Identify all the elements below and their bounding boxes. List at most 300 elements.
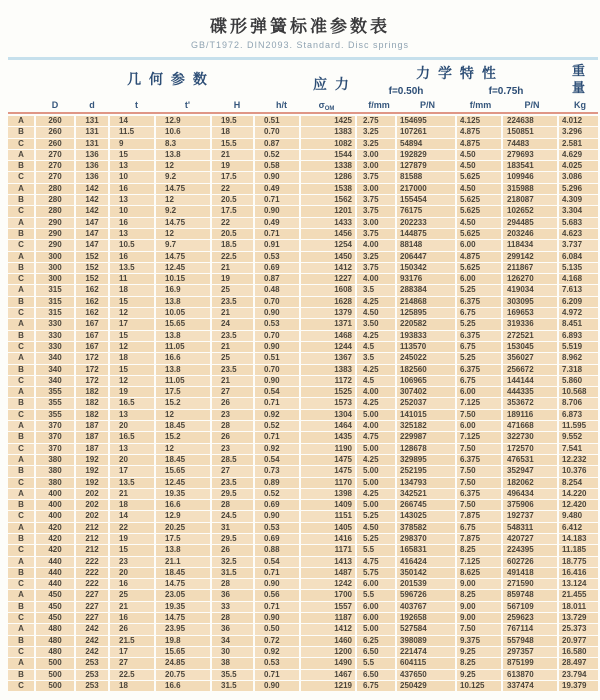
value-cell: 0.91 [255,240,299,250]
value-cell: 322730 [503,432,557,442]
value-cell: 1435 [301,432,355,442]
value-cell: 0.50 [255,624,299,634]
value-cell: 16 [110,579,154,589]
value-cell: 1468 [301,331,355,341]
series-cell: A [8,252,34,262]
value-cell: 16 [110,613,154,623]
value-cell: 319336 [503,319,557,329]
table-row [8,432,598,442]
value-cell: 23.5 [212,297,253,307]
value-cell: 9.375 [457,636,501,646]
value-cell: 471668 [503,421,557,431]
series-cell: A [8,523,34,533]
value-cell: 4.50 [357,308,395,318]
header-f-075h: f=0.75h [488,86,524,97]
value-cell: 1475 [301,455,355,465]
value-cell: 13.8 [156,365,210,375]
value-cell: 0.70 [255,331,299,341]
page-subtitle: GB/T1972. DIN2093. Standard. Disc springs [190,40,410,50]
value-cell: 21 [212,342,253,352]
value-cell: 192829 [397,150,455,160]
value-cell: 13 [110,410,154,420]
value-cell: 13.5 [110,263,154,273]
value-cell: 496434 [503,489,557,499]
table-row [8,511,598,521]
table-row [8,127,598,137]
value-cell: 229987 [397,432,455,442]
value-cell: 222 [76,568,108,578]
value-cell: 4.623 [559,229,598,239]
value-cell: 450 [36,602,74,612]
value-cell: 192 [76,466,108,476]
table-row [8,624,598,634]
column-header [457,99,501,111]
value-cell: 355 [36,387,74,397]
column-letters-row [8,99,598,111]
value-cell: 6.375 [457,489,501,499]
value-cell: 224638 [503,116,557,126]
value-cell: 5.860 [559,376,598,386]
value-cell: 13.8 [156,545,210,555]
value-cell: 93176 [397,274,455,284]
value-cell: 4.025 [559,161,598,171]
value-cell: 420727 [503,534,557,544]
value-cell: 4.25 [357,297,395,307]
value-cell: 6.25 [357,636,395,646]
value-cell: 15.65 [156,319,210,329]
value-cell: 26 [110,624,154,634]
value-cell: 222 [76,557,108,567]
value-cell: 444335 [503,387,557,397]
value-cell: 7.50 [457,624,501,634]
value-cell: 16.5 [110,398,154,408]
value-cell: 152 [76,274,108,284]
value-cell: 21 [212,376,253,386]
value-cell: 23.5 [212,365,253,375]
value-cell: 192 [76,478,108,488]
value-cell: 4.875 [457,252,501,262]
value-cell: 28 [212,579,253,589]
value-cell: 352947 [503,466,557,476]
value-cell: 1450 [301,252,355,262]
table-row [8,331,598,341]
value-cell: 0.71 [255,398,299,408]
value-cell: 20 [110,455,154,465]
value-cell: 6.873 [559,410,598,420]
series-cell: B [8,500,34,510]
value-cell: 3.50 [357,319,395,329]
value-cell: 325182 [397,421,455,431]
value-cell: 202233 [397,218,455,228]
value-cell: 147 [76,218,108,228]
value-cell: 182 [76,387,108,397]
value-cell: 4.5 [357,342,395,352]
series-cell: C [8,410,34,420]
value-cell: 8.3 [156,139,210,149]
value-cell: 0.49 [255,184,299,194]
value-cell: 0.90 [255,342,299,352]
value-cell: 212 [76,545,108,555]
value-cell: 6.00 [457,274,501,284]
value-cell: 13 [110,229,154,239]
table-row [8,557,598,567]
value-cell: 370 [36,432,74,442]
value-cell: 8.451 [559,319,598,329]
value-cell: 0.90 [255,172,299,182]
value-cell: 500 [36,658,74,668]
value-cell: 165831 [397,545,455,555]
table-body [8,116,598,691]
value-cell: 20 [110,421,154,431]
value-cell: 12 [156,229,210,239]
value-cell: 0.90 [255,308,299,318]
value-cell: 1416 [301,534,355,544]
value-cell: 5.683 [559,218,598,228]
value-cell: 400 [36,511,74,521]
value-cell: 17 [110,319,154,329]
value-cell: 1201 [301,206,355,216]
value-cell: 0.71 [255,568,299,578]
value-cell: 3.75 [357,263,395,273]
value-cell: 10 [110,206,154,216]
value-cell: 17.5 [212,172,253,182]
value-cell: 0.54 [255,455,299,465]
value-cell: 1413 [301,557,355,567]
value-cell: 20.75 [156,670,210,680]
series-cell: A [8,421,34,431]
column-header [559,99,598,111]
value-cell: 0.52 [255,150,299,160]
value-cell: 202 [76,500,108,510]
value-cell: 13.8 [156,297,210,307]
value-cell: 1562 [301,195,355,205]
value-cell: 4.75 [357,432,395,442]
value-cell: 7.50 [457,500,501,510]
column-header [503,99,557,111]
value-cell: 315 [36,285,74,295]
value-cell: 6.375 [457,455,501,465]
value-cell: 24.85 [156,658,210,668]
value-cell: 220582 [397,319,455,329]
value-cell: 9.480 [559,511,598,521]
value-cell: 11.185 [559,545,598,555]
value-cell: 20.5 [212,195,253,205]
header-weight-bottom: 量 [571,80,585,95]
value-cell: 252037 [397,398,455,408]
value-cell: 3.086 [559,172,598,182]
value-cell: 0.53 [255,523,299,533]
series-cell: B [8,432,34,442]
value-cell: 0.54 [255,387,299,397]
value-cell: 5.25 [457,285,501,295]
value-cell: 300 [36,263,74,273]
value-cell: 0.92 [255,410,299,420]
value-cell: 1304 [301,410,355,420]
value-cell: 12 [110,308,154,318]
value-cell: 22 [110,523,154,533]
value-cell: 22 [212,218,253,228]
value-cell: 0.72 [255,636,299,646]
value-cell: 4.012 [559,116,598,126]
series-cell: A [8,218,34,228]
value-cell: 17 [110,466,154,476]
value-cell: 3.737 [559,240,598,250]
value-cell: 290 [36,240,74,250]
value-cell: 15 [110,150,154,160]
value-cell: 182062 [503,478,557,488]
value-cell: 14 [110,116,154,126]
value-cell: 29.5 [212,534,253,544]
value-cell: 31.5 [212,681,253,691]
value-cell: 3.296 [559,127,598,137]
value-cell: 0.87 [255,274,299,284]
value-cell: 152 [76,252,108,262]
value-cell: 440 [36,557,74,567]
value-cell: 4.25 [357,455,395,465]
value-cell: 1525 [301,387,355,397]
value-cell: 330 [36,319,74,329]
value-cell: 9.552 [559,432,598,442]
column-header [397,99,455,111]
header-mechanical: 力 学 特 性 [416,65,498,81]
value-cell: 7.875 [457,534,501,544]
value-cell: 12 [156,195,210,205]
value-cell: 1367 [301,353,355,363]
value-cell: 288384 [397,285,455,295]
table-row [8,172,598,182]
value-cell: 23.5 [212,478,253,488]
value-cell: 280 [36,184,74,194]
value-cell: 16 [110,184,154,194]
table-row [8,500,598,510]
value-cell: 9 [110,139,154,149]
value-cell: 34 [212,636,253,646]
series-cell: B [8,195,34,205]
value-cell: 15 [110,297,154,307]
value-cell: 604115 [397,658,455,668]
value-cell: 3.00 [357,184,395,194]
value-cell: 12.9 [156,116,210,126]
value-cell: 7.50 [457,444,501,454]
column-header [212,99,253,111]
value-cell: 88148 [397,240,455,250]
value-cell: 290 [36,218,74,228]
value-cell: 81588 [397,172,455,182]
value-cell: 6.00 [457,240,501,250]
value-cell: 74483 [503,139,557,149]
value-cell: 1219 [301,681,355,691]
value-cell: 9.2 [156,206,210,216]
value-cell: 25.373 [559,624,598,634]
value-cell: 18.775 [559,557,598,567]
series-cell: C [8,647,34,657]
value-cell: 17.5 [156,534,210,544]
value-cell: 26 [212,545,253,555]
value-cell: 6.375 [457,331,501,341]
value-cell: 1187 [301,613,355,623]
value-cell: 300 [36,252,74,262]
value-cell: 7.125 [457,432,501,442]
value-cell: 16 [110,252,154,262]
column-header-label: f/mm [368,100,390,110]
value-cell: 27 [212,387,253,397]
value-cell: 0.52 [255,489,299,499]
value-cell: 337474 [503,681,557,691]
value-cell: 0.53 [255,658,299,668]
value-cell: 279693 [503,150,557,160]
value-cell: 5.625 [457,172,501,182]
value-cell: 3.75 [357,172,395,182]
value-cell: 30 [212,647,253,657]
value-cell: 1244 [301,342,355,352]
value-cell: 420 [36,523,74,533]
value-cell: 227 [76,590,108,600]
value-cell: 1573 [301,398,355,408]
value-cell: 20.25 [156,523,210,533]
value-cell: 4.50 [457,150,501,160]
value-cell: 1487 [301,568,355,578]
value-cell: 7.541 [559,444,598,454]
value-cell: 875199 [503,658,557,668]
table-row [8,285,598,295]
value-cell: 1628 [301,297,355,307]
value-cell: 18 [110,681,154,691]
series-cell: B [8,534,34,544]
value-cell: 4.168 [559,274,598,284]
value-cell: 29.5 [212,489,253,499]
series-cell: B [8,331,34,341]
value-cell: 18 [110,285,154,295]
value-cell: 192 [76,455,108,465]
column-header-subscript: OM [324,106,335,112]
value-cell: 4.125 [457,116,501,126]
value-cell: 0.90 [255,681,299,691]
column-header-empty [8,99,34,111]
value-cell: 380 [36,466,74,476]
value-cell: 19 [110,387,154,397]
value-cell: 260 [36,116,74,126]
series-cell: A [8,116,34,126]
series-cell: C [8,172,34,182]
value-cell: 201539 [397,579,455,589]
series-cell: C [8,681,34,691]
value-cell: 330 [36,331,74,341]
value-cell: 21 [110,602,154,612]
value-cell: 400 [36,489,74,499]
table-row [8,297,598,307]
value-cell: 211867 [503,263,557,273]
series-cell: A [8,387,34,397]
value-cell: 5.5 [357,545,395,555]
value-cell: 19.5 [212,116,253,126]
value-cell: 271590 [503,579,557,589]
value-cell: 0.90 [255,579,299,589]
value-cell: 1456 [301,229,355,239]
value-cell: 420 [36,545,74,555]
value-cell: 0.71 [255,229,299,239]
value-cell: 15.65 [156,647,210,657]
table-row [8,274,598,284]
value-cell: 375906 [503,500,557,510]
series-cell: C [8,613,34,623]
value-cell: 6.893 [559,331,598,341]
value-cell: 15.2 [156,432,210,442]
value-cell: 0.90 [255,376,299,386]
value-cell: 1490 [301,658,355,668]
value-cell: 14.75 [156,252,210,262]
value-cell: 154695 [397,116,455,126]
column-header-label: t [135,100,138,110]
value-cell: 8.706 [559,398,598,408]
table-row [8,613,598,623]
value-cell: 14 [110,511,154,521]
value-cell: 4.25 [357,331,395,341]
value-cell: 1412 [301,624,355,634]
series-cell: C [8,240,34,250]
series-cell: A [8,184,34,194]
value-cell: 169653 [503,308,557,318]
value-cell: 3.00 [357,150,395,160]
value-cell: 0.58 [255,161,299,171]
value-cell: 330 [36,342,74,352]
series-cell: C [8,274,34,284]
table-row [8,602,598,612]
table-row [8,647,598,657]
value-cell: 16.5 [110,432,154,442]
value-cell: 22.5 [212,252,253,262]
parameter-table [8,57,598,691]
value-cell: 3.25 [357,252,395,262]
value-cell: 5.625 [457,206,501,216]
value-cell: 134793 [397,478,455,488]
value-cell: 212 [76,523,108,533]
column-header-label: t' [184,100,191,110]
table-row [8,410,598,420]
value-cell: 18 [212,127,253,137]
series-cell: A [8,353,34,363]
value-cell: 217000 [397,184,455,194]
value-cell: 7.318 [559,365,598,375]
value-cell: 4.00 [357,387,395,397]
value-cell: 3.75 [357,206,395,216]
value-cell: 136 [76,150,108,160]
value-cell: 7.125 [457,557,501,567]
value-cell: 214868 [397,297,455,307]
series-cell: A [8,455,34,465]
series-cell: C [8,478,34,488]
value-cell: 0.71 [255,195,299,205]
value-cell: 7.613 [559,285,598,295]
value-cell: 6.412 [559,523,598,533]
value-cell: 28 [212,421,253,431]
table-row [8,636,598,646]
column-header [255,99,299,111]
value-cell: 21.455 [559,590,598,600]
value-cell: 4.5 [357,376,395,386]
value-cell: 19.35 [156,489,210,499]
table-row [8,455,598,465]
value-cell: 33 [212,602,253,612]
value-cell: 19.8 [156,636,210,646]
value-cell: 13.5 [110,478,154,488]
value-cell: 1151 [301,511,355,521]
value-cell: 12.45 [156,478,210,488]
series-cell: A [8,319,34,329]
value-cell: 6.75 [457,342,501,352]
value-cell: 5.25 [457,353,501,363]
series-cell: C [8,342,34,352]
table-row [8,534,598,544]
